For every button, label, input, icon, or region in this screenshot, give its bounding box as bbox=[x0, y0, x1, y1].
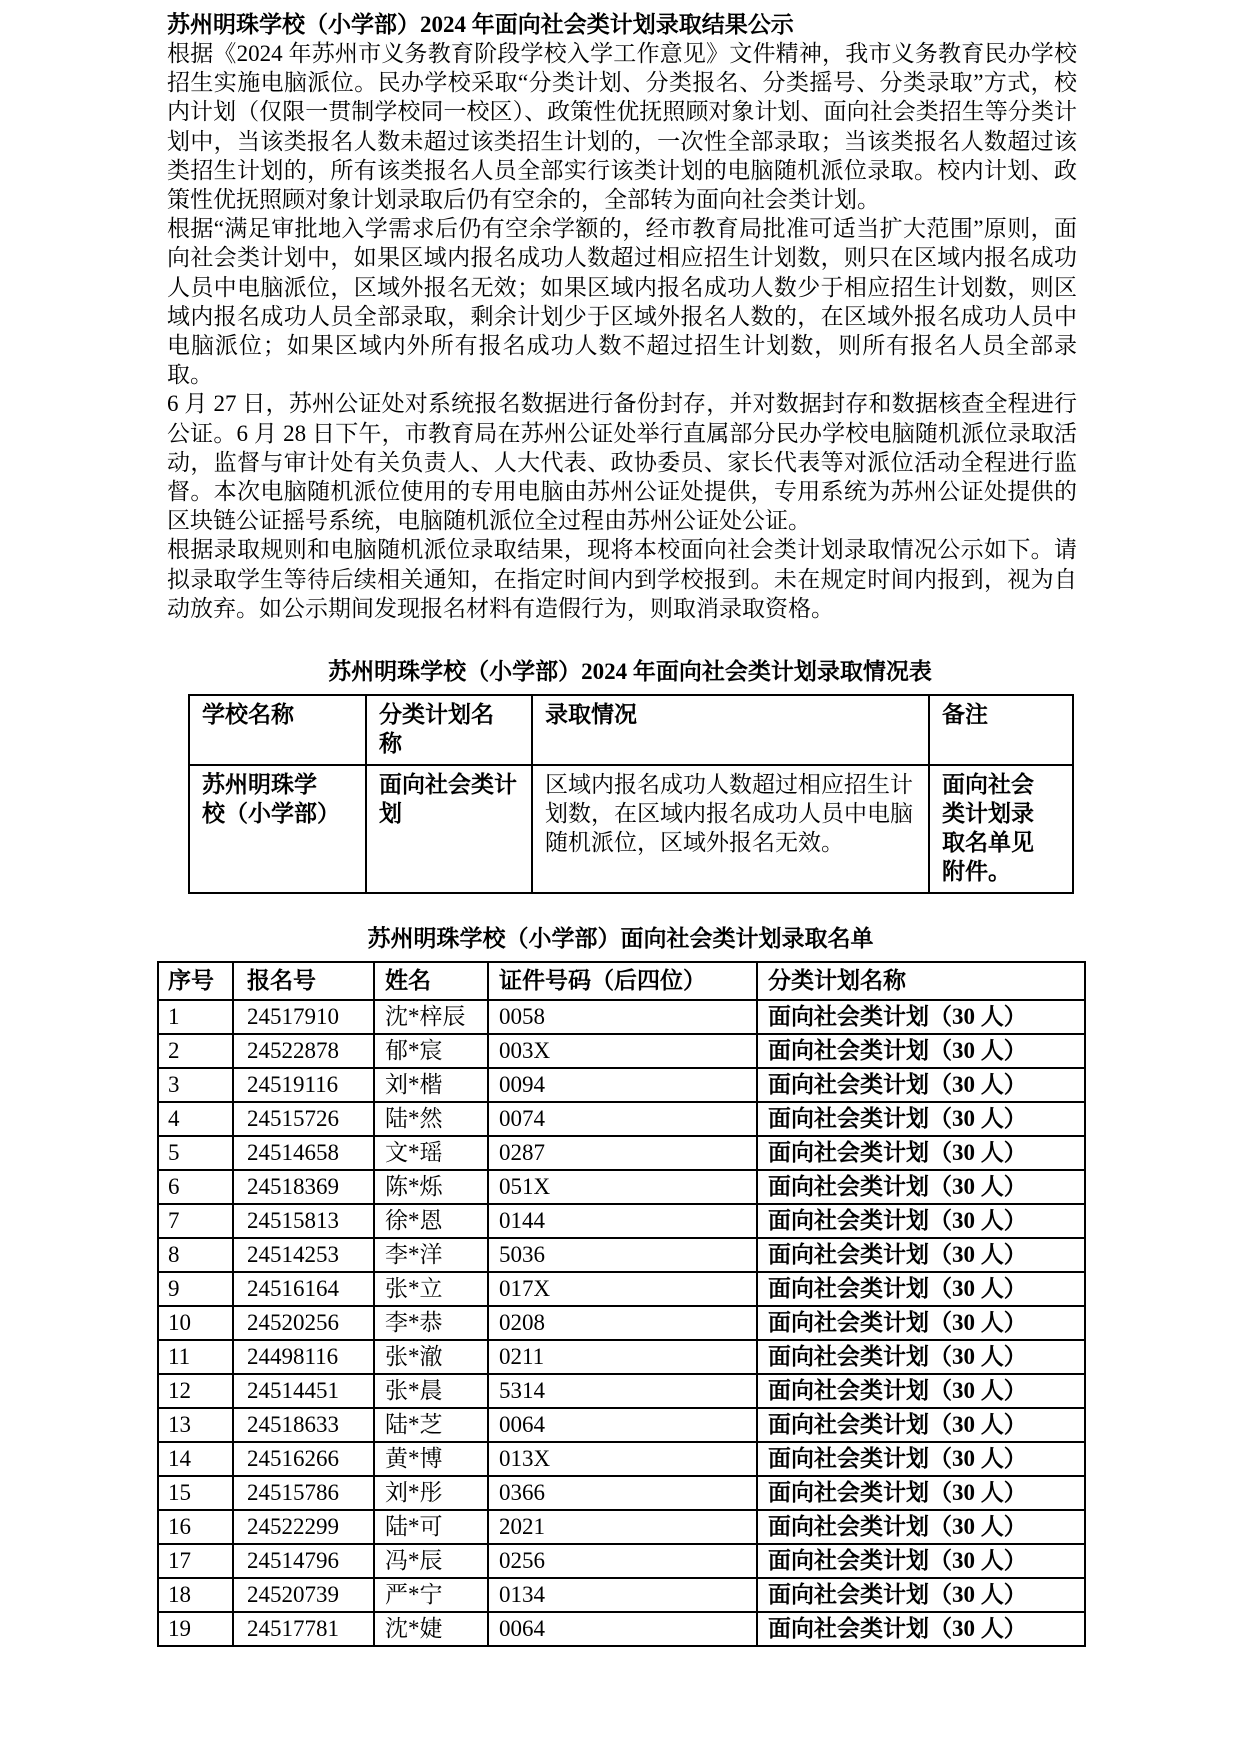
col-header-plan-name: 分类计划名称 bbox=[757, 962, 1085, 1000]
roster-cell-plan: 面向社会类计划（30 人） bbox=[757, 1272, 1085, 1306]
roster-cell-registration-no: 24516164 bbox=[233, 1272, 374, 1306]
roster-cell-name: 徐*恩 bbox=[374, 1204, 488, 1238]
roster-cell-seq: 3 bbox=[158, 1068, 233, 1102]
roster-cell-seq: 10 bbox=[158, 1306, 233, 1340]
roster-cell-registration-no: 24514451 bbox=[233, 1374, 374, 1408]
roster-cell-plan: 面向社会类计划（30 人） bbox=[757, 1442, 1085, 1476]
roster-row bbox=[158, 1442, 1085, 1476]
roster-cell-registration-no: 24514796 bbox=[233, 1544, 374, 1578]
roster-cell-name: 张*立 bbox=[374, 1272, 488, 1306]
roster-cell-seq: 13 bbox=[158, 1408, 233, 1442]
col-header-registration-no: 报名号 bbox=[233, 962, 374, 1000]
roster-cell-plan: 面向社会类计划（30 人） bbox=[757, 1068, 1085, 1102]
roster-cell-name: 陆*然 bbox=[374, 1102, 488, 1136]
roster-cell-seq: 9 bbox=[158, 1272, 233, 1306]
roster-cell-plan: 面向社会类计划（30 人） bbox=[757, 1000, 1085, 1034]
roster-row bbox=[158, 1476, 1085, 1510]
roster-row bbox=[158, 1068, 1085, 1102]
roster-cell-plan: 面向社会类计划（30 人） bbox=[757, 1238, 1085, 1272]
roster-cell-registration-no: 24520739 bbox=[233, 1578, 374, 1612]
roster-cell-seq: 5 bbox=[158, 1136, 233, 1170]
summary-table-title: 苏州明珠学校（小学部）2024 年面向社会类计划录取情况表 bbox=[328, 659, 932, 685]
roster-cell-seq: 15 bbox=[158, 1476, 233, 1510]
roster-cell-registration-no: 24514253 bbox=[233, 1238, 374, 1272]
roster-cell-seq: 16 bbox=[158, 1510, 233, 1544]
col-header-admission-status: 录取情况 bbox=[532, 695, 929, 765]
roster-cell-plan: 面向社会类计划（30 人） bbox=[757, 1374, 1085, 1408]
roster-cell-plan: 面向社会类计划（30 人） bbox=[757, 1034, 1085, 1068]
roster-cell-plan: 面向社会类计划（30 人） bbox=[757, 1578, 1085, 1612]
roster-cell-id-last4: 051X bbox=[488, 1170, 757, 1204]
roster-cell-name: 张*晨 bbox=[374, 1374, 488, 1408]
roster-cell-registration-no: 24514658 bbox=[233, 1136, 374, 1170]
roster-cell-id-last4: 0208 bbox=[488, 1306, 757, 1340]
roster-cell-name: 黄*博 bbox=[374, 1442, 488, 1476]
summary-cell-school: 苏州明珠学校（小学部） bbox=[189, 765, 366, 893]
page-title: 苏州明珠学校（小学部）2024 年面向社会类计划录取结果公示 bbox=[167, 12, 794, 37]
roster-row bbox=[158, 1238, 1085, 1272]
roster-row bbox=[158, 1340, 1085, 1374]
roster-row bbox=[158, 1612, 1085, 1646]
roster-cell-id-last4: 5036 bbox=[488, 1238, 757, 1272]
roster-row bbox=[158, 1306, 1085, 1340]
roster-cell-seq: 17 bbox=[158, 1544, 233, 1578]
roster-row bbox=[158, 1170, 1085, 1204]
roster-cell-seq: 4 bbox=[158, 1102, 233, 1136]
roster-cell-plan: 面向社会类计划（30 人） bbox=[757, 1612, 1085, 1646]
roster-header-row bbox=[158, 962, 1085, 1000]
roster-row bbox=[158, 1000, 1085, 1034]
summary-cell-note: 面向社会类计划录取名单见附件。 bbox=[929, 765, 1073, 893]
roster-row bbox=[158, 1102, 1085, 1136]
roster-cell-name: 李*洋 bbox=[374, 1238, 488, 1272]
roster-cell-name: 文*瑶 bbox=[374, 1136, 488, 1170]
roster-cell-seq: 1 bbox=[158, 1000, 233, 1034]
roster-cell-registration-no: 24520256 bbox=[233, 1306, 374, 1340]
roster-row bbox=[158, 1510, 1085, 1544]
roster-cell-plan: 面向社会类计划（30 人） bbox=[757, 1408, 1085, 1442]
roster-cell-seq: 11 bbox=[158, 1340, 233, 1374]
roster-cell-plan: 面向社会类计划（30 人） bbox=[757, 1510, 1085, 1544]
roster-cell-name: 张*澈 bbox=[374, 1340, 488, 1374]
roster-cell-plan: 面向社会类计划（30 人） bbox=[757, 1102, 1085, 1136]
roster-cell-seq: 18 bbox=[158, 1578, 233, 1612]
roster-table-title: 苏州明珠学校（小学部）面向社会类计划录取名单 bbox=[367, 926, 874, 952]
col-header-seq: 序号 bbox=[158, 962, 233, 1000]
summary-cell-plan: 面向社会类计划 bbox=[366, 765, 532, 893]
roster-cell-plan: 面向社会类计划（30 人） bbox=[757, 1340, 1085, 1374]
roster-cell-id-last4: 0211 bbox=[488, 1340, 757, 1374]
roster-cell-plan: 面向社会类计划（30 人） bbox=[757, 1306, 1085, 1340]
col-header-school-name: 学校名称 bbox=[189, 695, 366, 765]
roster-cell-name: 沈*梓辰 bbox=[374, 1000, 488, 1034]
roster-cell-name: 冯*辰 bbox=[374, 1544, 488, 1578]
roster-cell-registration-no: 24517781 bbox=[233, 1612, 374, 1646]
col-header-id-last4: 证件号码（后四位） bbox=[488, 962, 757, 1000]
roster-cell-registration-no: 24522878 bbox=[233, 1034, 374, 1068]
roster-cell-name: 刘*彤 bbox=[374, 1476, 488, 1510]
summary-data-row bbox=[189, 765, 1073, 893]
roster-cell-plan: 面向社会类计划（30 人） bbox=[757, 1136, 1085, 1170]
roster-cell-name: 刘*楷 bbox=[374, 1068, 488, 1102]
roster-cell-seq: 2 bbox=[158, 1034, 233, 1068]
roster-cell-registration-no: 24515726 bbox=[233, 1102, 374, 1136]
roster-cell-seq: 7 bbox=[158, 1204, 233, 1238]
roster-cell-id-last4: 0144 bbox=[488, 1204, 757, 1238]
roster-cell-plan: 面向社会类计划（30 人） bbox=[757, 1204, 1085, 1238]
roster-cell-name: 陈*烁 bbox=[374, 1170, 488, 1204]
col-header-name: 姓名 bbox=[374, 962, 488, 1000]
roster-cell-id-last4: 003X bbox=[488, 1034, 757, 1068]
roster-row bbox=[158, 1136, 1085, 1170]
col-header-plan-name: 分类计划名称 bbox=[366, 695, 532, 765]
summary-cell-result: 区域内报名成功人数超过相应招生计划数，在区域内报名成功人员中电脑随机派位，区域外报名无效。 bbox=[532, 765, 929, 893]
roster-row bbox=[158, 1034, 1085, 1068]
body-paragraph-4: 根据录取规则和电脑随机派位录取结果，现将本校面向社会类计划录取情况公示如下。请拟录取学生等待后续相关通知，在指定时间内到学校报到。未在规定时间内报到，视为自动放弃。如公示期间发现报名材料有造假行为，则取消录取资格。 bbox=[167, 537, 1077, 621]
roster-cell-name: 严*宁 bbox=[374, 1578, 488, 1612]
roster-cell-name: 沈*婕 bbox=[374, 1612, 488, 1646]
roster-row bbox=[158, 1272, 1085, 1306]
roster-cell-id-last4: 0064 bbox=[488, 1408, 757, 1442]
roster-cell-registration-no: 24517910 bbox=[233, 1000, 374, 1034]
summary-header-row bbox=[189, 695, 1073, 765]
roster-cell-id-last4: 0134 bbox=[488, 1578, 757, 1612]
roster-cell-registration-no: 24518369 bbox=[233, 1170, 374, 1204]
roster-cell-id-last4: 0366 bbox=[488, 1476, 757, 1510]
roster-row bbox=[158, 1204, 1085, 1238]
roster-cell-registration-no: 24516266 bbox=[233, 1442, 374, 1476]
summary-table bbox=[188, 694, 1074, 894]
roster-cell-plan: 面向社会类计划（30 人） bbox=[757, 1544, 1085, 1578]
roster-cell-name: 陆*芝 bbox=[374, 1408, 488, 1442]
roster-cell-id-last4: 0064 bbox=[488, 1612, 757, 1646]
roster-cell-id-last4: 0058 bbox=[488, 1000, 757, 1034]
roster-table bbox=[157, 961, 1086, 1647]
roster-cell-id-last4: 013X bbox=[488, 1442, 757, 1476]
roster-cell-seq: 8 bbox=[158, 1238, 233, 1272]
roster-cell-plan: 面向社会类计划（30 人） bbox=[757, 1170, 1085, 1204]
roster-cell-id-last4: 017X bbox=[488, 1272, 757, 1306]
roster-cell-seq: 19 bbox=[158, 1612, 233, 1646]
body-paragraph-2: 根据“满足审批地入学需求后仍有空余学额的，经市教育局批准可适当扩大范围”原则，面向社会类计划中，如果区域内报名成功人数超过相应招生计划数，则只在区域内报名成功人员中电脑派位，区域外报名无效；如果区域内报名成功人数少于相应招生计划数，则区域内报名成功人员全部录取，剩余计划少于区域外报名人数的，在区域外报名成功人员中电脑派位；如果区域内外所有报名成功人数不超过招生计划数，则所有报名人员全部录取。 bbox=[167, 216, 1077, 388]
col-header-remarks: 备注 bbox=[929, 695, 1073, 765]
roster-cell-name: 郁*宸 bbox=[374, 1034, 488, 1068]
roster-cell-plan: 面向社会类计划（30 人） bbox=[757, 1476, 1085, 1510]
roster-row bbox=[158, 1578, 1085, 1612]
roster-cell-registration-no: 24519116 bbox=[233, 1068, 374, 1102]
roster-row bbox=[158, 1544, 1085, 1578]
roster-cell-name: 陆*可 bbox=[374, 1510, 488, 1544]
roster-cell-seq: 12 bbox=[158, 1374, 233, 1408]
roster-cell-seq: 6 bbox=[158, 1170, 233, 1204]
roster-cell-id-last4: 0074 bbox=[488, 1102, 757, 1136]
roster-cell-registration-no: 24498116 bbox=[233, 1340, 374, 1374]
roster-cell-id-last4: 0287 bbox=[488, 1136, 757, 1170]
roster-cell-registration-no: 24522299 bbox=[233, 1510, 374, 1544]
roster-cell-id-last4: 0256 bbox=[488, 1544, 757, 1578]
roster-cell-id-last4: 2021 bbox=[488, 1510, 757, 1544]
roster-row bbox=[158, 1374, 1085, 1408]
roster-cell-seq: 14 bbox=[158, 1442, 233, 1476]
roster-cell-registration-no: 24515786 bbox=[233, 1476, 374, 1510]
roster-row bbox=[158, 1408, 1085, 1442]
roster-cell-registration-no: 24515813 bbox=[233, 1204, 374, 1238]
roster-cell-registration-no: 24518633 bbox=[233, 1408, 374, 1442]
roster-cell-id-last4: 5314 bbox=[488, 1374, 757, 1408]
roster-cell-id-last4: 0094 bbox=[488, 1068, 757, 1102]
body-paragraph-1: 根据《2024 年苏州市义务教育阶段学校入学工作意见》文件精神，我市义务教育民办学校招生实施电脑派位。民办学校采取“分类计划、分类报名、分类摇号、分类录取”方式，校内计划（仅限一贯制学校同一校区）、政策性优抚照顾对象计划、面向社会类招生等分类计划中，当该类报名人数未超过该类招生计划的，一次性全部录取；当该类报名人数超过该类招生计划的，所有该类报名人员全部实行该类计划的电脑随机派位录取。校内计划、政策性优抚照顾对象计划录取后仍有空余的，全部转为面向社会类计划。 bbox=[167, 41, 1077, 213]
roster-cell-name: 李*恭 bbox=[374, 1306, 488, 1340]
body-paragraph-3: 6 月 27 日，苏州公证处对系统报名数据进行备份封存，并对数据封存和数据核查全程进行公证。6 月 28 日下午，市教育局在苏州公证处举行直属部分民办学校电脑随机派位录取活动，监督与审计处有关负责人、人大代表、政协委员、家长代表等对派位活动全程进行监督。本次电脑随机派位使用的专用电脑由苏州公证处提供，专用系统为苏州公证处提供的区块链公证摇号系统，电脑随机派位全过程由苏州公证处公证。 bbox=[167, 391, 1077, 534]
